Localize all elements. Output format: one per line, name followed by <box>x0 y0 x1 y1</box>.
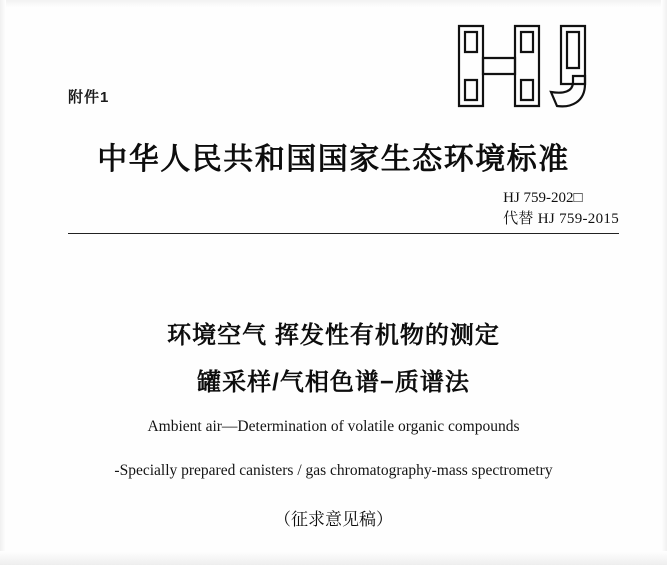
hj-logo-icon <box>453 22 593 110</box>
standard-code: HJ 759-202□ <box>503 190 583 206</box>
english-title-line2: -Specially prepared canisters / gas chromatography-mass spectrometry <box>114 462 553 479</box>
scan-edge-left <box>0 0 6 565</box>
attachment-label: 附件1 <box>68 89 110 106</box>
page-title <box>0 315 667 397</box>
scan-edge-right <box>661 0 667 565</box>
draft-status-note: （征求意见稿） <box>274 510 393 529</box>
standard-code-block <box>503 188 619 230</box>
replaces-code: 代替 HJ 759-2015 <box>503 211 619 227</box>
standard-title: 中华人民共和国国家生态环境标准 <box>97 143 570 176</box>
header-divider <box>68 233 619 234</box>
scan-edge-top <box>0 0 667 8</box>
main-title-line1: 环境空气 挥发性有机物的测定 <box>167 322 500 349</box>
main-title-line2: 罐采样/气相色谱−质谱法 <box>197 369 470 396</box>
scan-edge-bottom <box>0 551 667 565</box>
english-title-line1: Ambient air—Determination of volatile organic compounds <box>147 418 520 435</box>
